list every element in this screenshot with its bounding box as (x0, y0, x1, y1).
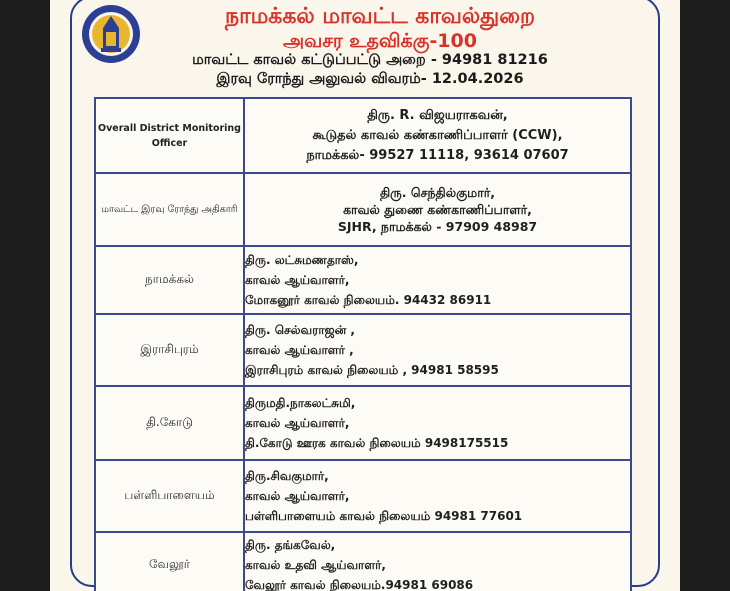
officer-name: திரு. செந்தில்குமார், (379, 185, 496, 200)
officer-designation: காவல் துணை கண்காணிப்பாளர், (343, 202, 532, 217)
table-row (95, 98, 631, 173)
table-row (95, 386, 631, 460)
row-details (244, 386, 631, 460)
table-row (95, 460, 631, 532)
table-row (95, 314, 631, 386)
officer-name: திரு. R. விஜயராகவன், (367, 107, 508, 123)
officer-contact: SJHR, நாமக்கல் - 97909 48987 (337, 219, 538, 234)
row-place: வேலூர் (95, 532, 244, 591)
officer-designation: காவல் உதவி ஆய்வாளர், (245, 558, 386, 572)
row-details (244, 532, 631, 591)
officer-name: திரு. செல்வராஜன் , (245, 323, 355, 337)
notice-sheet (50, 0, 680, 591)
emergency-subtitle: அவசர உதவிக்கு-100 (283, 30, 477, 52)
officer-name: திரு. தங்கவேல், (245, 538, 336, 552)
officer-designation: காவல் ஆய்வாளர், (245, 489, 350, 503)
table-row (95, 246, 631, 314)
officer-table (94, 97, 632, 591)
row-details (244, 246, 631, 314)
officer-contact: வேலூர் காவல் நிலையம்.94981 69086 (245, 578, 474, 591)
row-details (244, 173, 631, 246)
row-place: இராசிபுரம் (95, 314, 244, 386)
officer-name: திரு. லட்சுமணதாஸ், (245, 253, 359, 267)
officer-name: திருமதி.நாகலட்சுமி, (245, 396, 356, 410)
officer-designation: காவல் ஆய்வாளர், (245, 273, 350, 287)
row-place: தி.கோடு (95, 386, 244, 460)
row-place: Overall District Monitoring Officer (95, 98, 244, 173)
officer-contact: மோகனூர் காவல் நிலையம். 94432 86911 (245, 293, 492, 307)
table-row (95, 532, 631, 591)
table-row (95, 173, 631, 246)
row-details (244, 460, 631, 532)
control-room-line: மாவட்ட காவல் கட்டுப்பட்டு அறை - 94981 81216 (192, 52, 548, 68)
officer-designation: காவல் ஆய்வாளர் , (245, 343, 354, 357)
officer-name: திரு.சிவகுமார், (245, 469, 329, 483)
officer-contact: நாமக்கல்- 99527 11118, 93614 07607 (306, 147, 569, 163)
officer-contact: பள்ளிபாளையம் காவல் நிலையம் 94981 77601 (245, 509, 523, 523)
row-details (244, 98, 631, 173)
officer-designation: காவல் ஆய்வாளர், (245, 416, 350, 430)
row-details (244, 314, 631, 386)
officer-contact: இராசிபுரம் காவல் நிலையம் , 94981 58595 (245, 363, 499, 377)
patrol-date-line: இரவு ரோந்து அலுவல் விவரம்- 12.04.2026 (216, 71, 524, 87)
page-title: நாமக்கல் மாவட்ட காவல்துறை (224, 4, 536, 29)
officer-contact: தி.கோடு ஊரக காவல் நிலையம் 9498175515 (245, 436, 509, 450)
row-place: மாவட்ட இரவு ரோந்து அதிகாரி (95, 173, 244, 246)
officer-designation: கூடுதல் காவல் கண்காணிப்பாளர் (CCW), (312, 127, 563, 143)
row-place: பள்ளிபாளையம் (95, 460, 244, 532)
row-place: நாமக்கல் (95, 246, 244, 314)
